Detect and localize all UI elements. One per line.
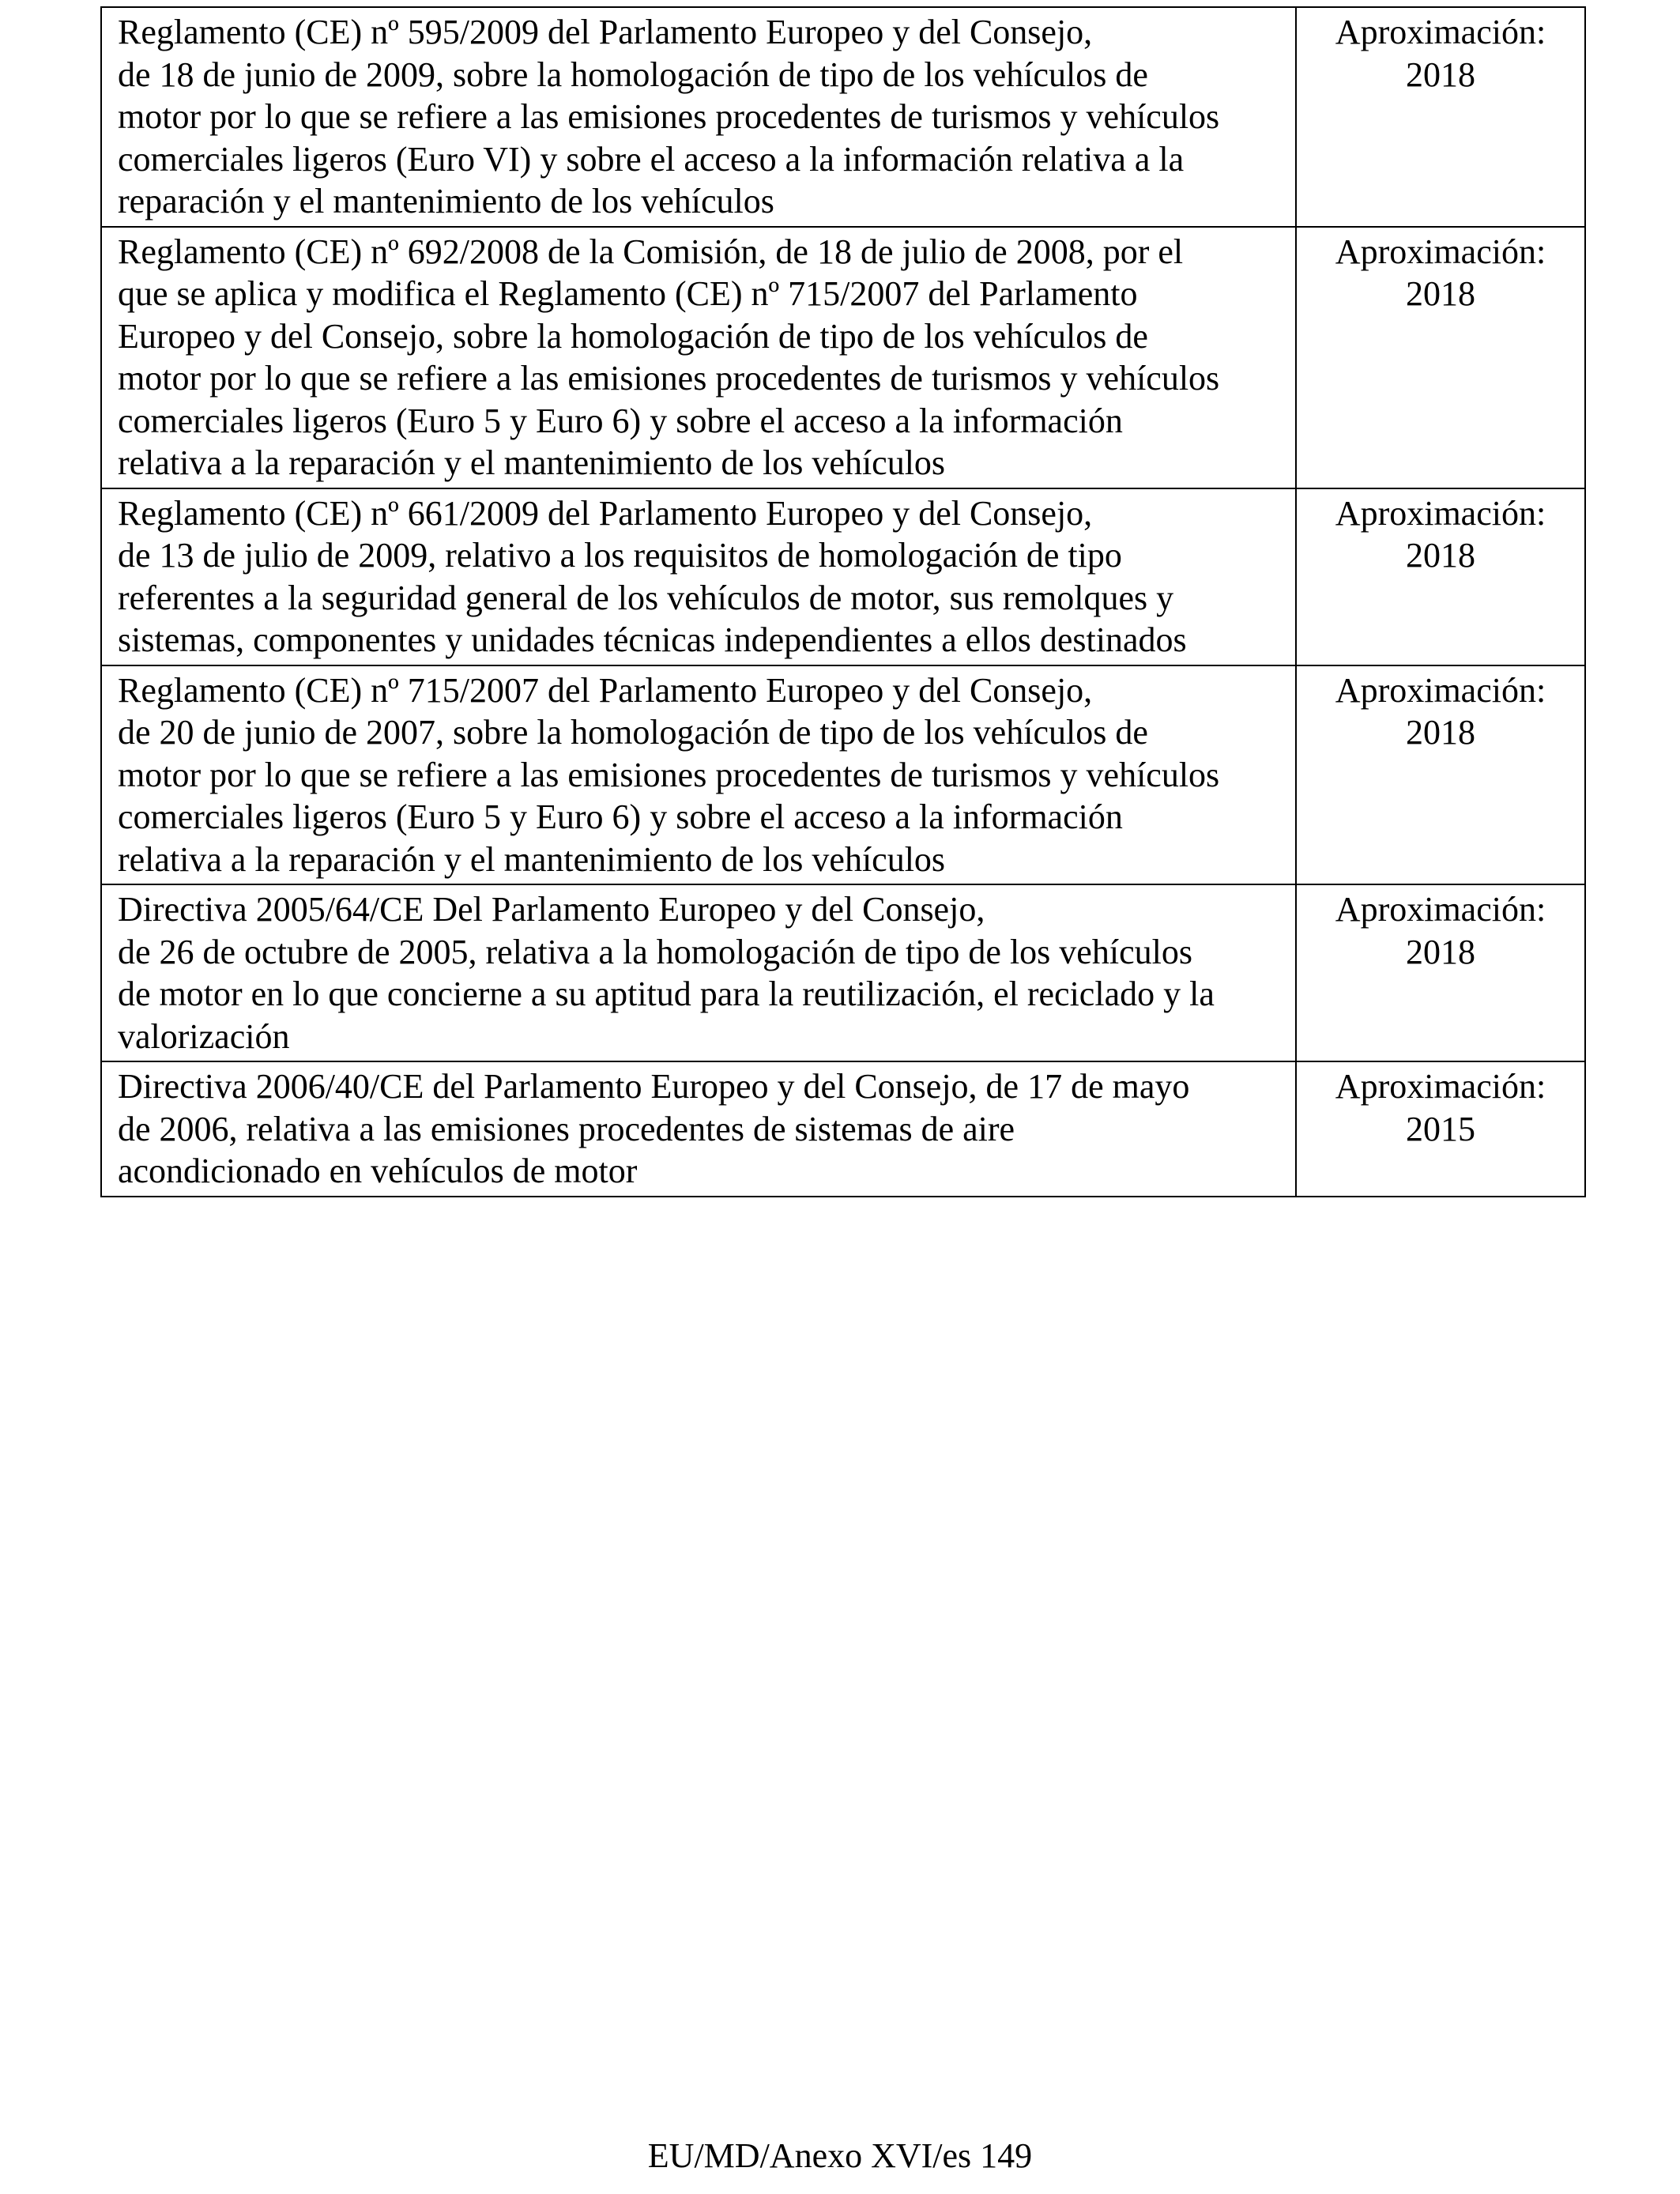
- description-line: Directiva 2005/64/CE Del Parlamento Europeo y del Consejo,: [118, 890, 985, 929]
- description-line: de 2006, relativa a las emisiones procedentes de sistemas de aire: [118, 1109, 1015, 1148]
- approximation-status: [1296, 488, 1585, 665]
- status-label: Aproximación:: [1335, 890, 1546, 929]
- description-line: Reglamento (CE) nº 692/2008 de la Comisión, de 18 de julio de 2008, por el: [118, 232, 1184, 271]
- status-year: 2018: [1406, 536, 1475, 575]
- table-row: [101, 227, 1585, 488]
- page-footer-reference: EU/MD/Anexo XVI/es 149: [647, 2136, 1033, 2175]
- description-line: sistemas, componentes y unidades técnicas independientes a ellos destinados: [118, 620, 1187, 659]
- description-line: relativa a la reparación y el mantenimiento de los vehículos: [118, 839, 946, 879]
- table-row: [101, 7, 1585, 227]
- description-line: acondicionado en vehículos de motor: [118, 1152, 638, 1190]
- approximation-status: [1296, 7, 1585, 227]
- regulation-description: [101, 884, 1296, 1061]
- table-row: [101, 884, 1585, 1061]
- status-year: 2018: [1406, 274, 1475, 313]
- approximation-status: [1296, 1061, 1585, 1197]
- description-line: motor por lo que se refiere a las emisiones procedentes de turismos y vehículos: [118, 359, 1220, 398]
- description-line: de 26 de octubre de 2005, relativa a la homologación de tipo de los vehículos: [118, 932, 1192, 971]
- status-year: 2018: [1406, 932, 1475, 971]
- regulation-description: [101, 488, 1296, 665]
- description-line: de 18 de junio de 2009, sobre la homologación de tipo de los vehículos de: [118, 55, 1148, 94]
- approximation-status: [1296, 884, 1585, 1061]
- approximation-status: [1296, 227, 1585, 488]
- description-line: comerciales ligeros (Euro VI) y sobre el acceso a la información relativa a la: [118, 139, 1185, 179]
- regulation-description: [101, 665, 1296, 885]
- description-line: Reglamento (CE) nº 715/2007 del Parlamento Europeo y del Consejo,: [118, 670, 1093, 710]
- description-line: valorización: [118, 1016, 290, 1056]
- description-line: referentes a la seguridad general de los vehículos de motor, sus remolques y: [118, 578, 1174, 617]
- table-row: [101, 1061, 1585, 1197]
- regulation-description: [101, 7, 1296, 227]
- description-line: Reglamento (CE) nº 595/2009 del Parlamento Europeo y del Consejo,: [118, 13, 1093, 51]
- status-label: Aproximación:: [1335, 670, 1546, 710]
- description-line: de 20 de junio de 2007, sobre la homologación de tipo de los vehículos de: [118, 713, 1148, 752]
- description-line: de 13 de julio de 2009, relativo a los requisitos de homologación de tipo: [118, 536, 1122, 575]
- regulation-description: [101, 1061, 1296, 1197]
- description-line: de motor en lo que concierne a su aptitud para la reutilización, el reciclado y la: [118, 974, 1215, 1013]
- status-label: Aproximación:: [1335, 13, 1546, 51]
- status-year: 2018: [1406, 55, 1475, 94]
- description-line: que se aplica y modifica el Reglamento (CE) nº 715/2007 del Parlamento: [118, 274, 1138, 313]
- table-row: [101, 665, 1585, 885]
- regulations-table: [100, 6, 1586, 1197]
- status-year: 2015: [1406, 1109, 1475, 1148]
- description-line: comerciales ligeros (Euro 5 y Euro 6) y sobre el acceso a la información: [118, 797, 1123, 836]
- status-label: Aproximación:: [1335, 1067, 1546, 1106]
- description-line: relativa a la reparación y el mantenimiento de los vehículos: [118, 443, 946, 482]
- description-line: Reglamento (CE) nº 661/2009 del Parlamento Europeo y del Consejo,: [118, 493, 1093, 533]
- approximation-status: [1296, 665, 1585, 885]
- description-line: motor por lo que se refiere a las emisiones procedentes de turismos y vehículos: [118, 755, 1220, 794]
- description-line: motor por lo que se refiere a las emisiones procedentes de turismos y vehículos: [118, 97, 1220, 136]
- status-label: Aproximación:: [1335, 493, 1546, 533]
- description-line: Directiva 2006/40/CE del Parlamento Europeo y del Consejo, de 17 de mayo: [118, 1067, 1190, 1106]
- table-row: [101, 488, 1585, 665]
- status-label: Aproximación:: [1335, 232, 1546, 271]
- description-line: comerciales ligeros (Euro 5 y Euro 6) y sobre el acceso a la información: [118, 401, 1123, 440]
- description-line: reparación y el mantenimiento de los vehículos: [118, 182, 774, 221]
- description-line: Europeo y del Consejo, sobre la homologación de tipo de los vehículos de: [118, 316, 1148, 356]
- status-year: 2018: [1406, 713, 1475, 752]
- regulation-description: [101, 227, 1296, 488]
